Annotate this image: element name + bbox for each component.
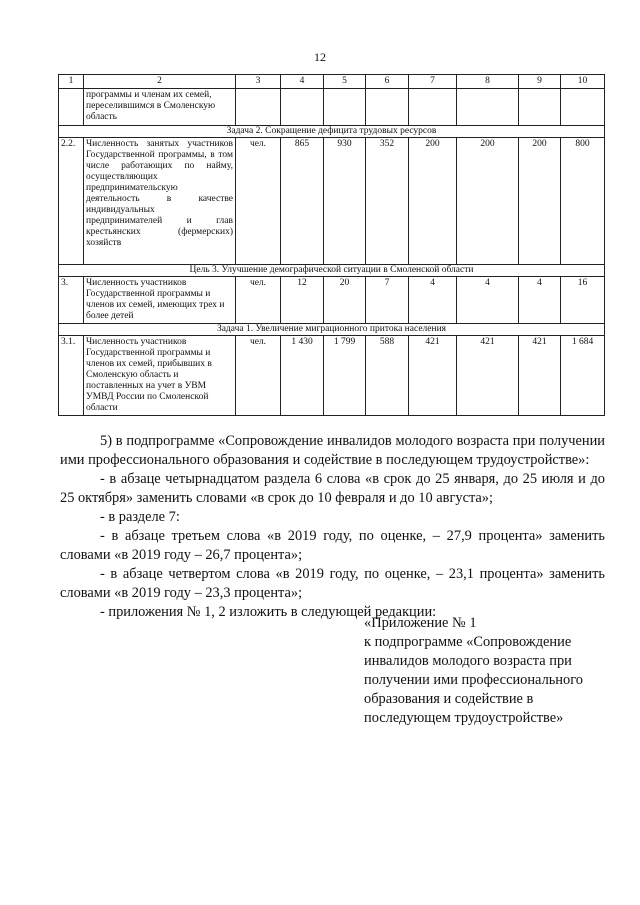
section-row	[59, 265, 605, 277]
paragraph-section-6: - в абзаце четырнадцатом раздела 6 слова «в срок до 25 января, до 25 июля и до 25 октября» заменить словами «в срок до 10 февраля и до 10 августа»;	[60, 471, 605, 506]
value-cell: 12	[281, 277, 324, 324]
row-number: 3.	[59, 277, 84, 324]
indicator-name: Численность участников Государственной программы и членов их семей, имеющих трех и более детей	[84, 277, 236, 324]
value-cell: 4	[457, 277, 519, 324]
paragraph-abzac-3: - в абзаце третьем слова «в 2019 году, по оценке, – 27,9 процента» заменить словами «в 2019 году – 26,7 процента»;	[60, 528, 605, 563]
value-cell: 200	[409, 138, 457, 265]
value-cell: 588	[366, 336, 409, 416]
header-cell: 6	[366, 75, 409, 89]
section-row	[59, 324, 605, 336]
value-cell: 800	[561, 138, 605, 265]
header-cell: 9	[519, 75, 561, 89]
value-cell: 7	[366, 277, 409, 324]
table-row	[59, 138, 605, 265]
header-cell: 3	[236, 75, 281, 89]
appendix-subtitle: к подпрограмме «Сопровождение инвалидов молодого возраста при получении ими профессионального образования и содействие в последующем трудоустройстве»	[364, 634, 583, 726]
section-row	[59, 126, 605, 138]
paragraph-appendices: - приложения № 1, 2 изложить в следующей редакции:	[100, 604, 437, 620]
value-cell: 16	[561, 277, 605, 324]
value-cell: 1 799	[324, 336, 366, 416]
header-cell: 5	[324, 75, 366, 89]
page-number: 12	[314, 50, 326, 64]
header-cell: 4	[281, 75, 324, 89]
header-cell: 10	[561, 75, 605, 89]
paragraph-subprogram: 5) в подпрограмме «Сопровождение инвалидов молодого возраста при получении ими профессионального образования и содействие в последующем трудоустройстве»:	[60, 433, 605, 468]
unit-cell: чел.	[236, 138, 281, 265]
indicator-name: программы и членам их семей, переселившимся в Смоленскую область	[84, 89, 236, 126]
header-cell: 1	[59, 75, 84, 89]
unit-cell: чел.	[236, 336, 281, 416]
paragraph-section-7: - в разделе 7:	[100, 509, 180, 525]
value-cell: 20	[324, 277, 366, 324]
value-cell: 865	[281, 138, 324, 265]
row-number: 2.2.	[59, 138, 84, 265]
header-cell: 8	[457, 75, 519, 89]
unit-cell: чел.	[236, 277, 281, 324]
table-header-row	[59, 75, 605, 89]
value-cell: 200	[519, 138, 561, 265]
value-cell: 4	[519, 277, 561, 324]
task-title: Задача 2. Сокращение дефицита трудовых ресурсов	[59, 126, 605, 138]
table-row	[59, 277, 605, 324]
table-row	[59, 336, 605, 416]
body-text	[60, 432, 605, 622]
value-cell: 421	[519, 336, 561, 416]
value-cell: 1 430	[281, 336, 324, 416]
value-cell: 421	[457, 336, 519, 416]
value-cell: 421	[409, 336, 457, 416]
indicator-name: Численность участников Государственной программы и членов их семей, прибывших в Смоленскую область и поставленных на учет в УВМ УМВД России по Смоленской области	[84, 336, 236, 416]
paragraph-abzac-4: - в абзаце четвертом слова «в 2019 году, по оценке, – 23,1 процента» заменить словами «в 2019 году – 23,3 процента»;	[60, 566, 605, 601]
header-cell: 2	[84, 75, 236, 89]
appendix-title: «Приложение № 1	[364, 615, 477, 631]
table-row	[59, 89, 605, 126]
row-number: 3.1.	[59, 336, 84, 416]
indicators-table	[58, 74, 605, 416]
goal-title: Цель 3. Улучшение демографической ситуации в Смоленской области	[59, 265, 605, 277]
value-cell: 930	[324, 138, 366, 265]
header-cell: 7	[409, 75, 457, 89]
indicator-name: Численность занятых участников Государственной программы, в том числе работающих по найму, осуществляющих предпринимательскую деятельность в качестве индивидуальных предпринимателей и глав крестьянских (фермерских) хозяйств	[84, 138, 236, 265]
value-cell: 1 684	[561, 336, 605, 416]
value-cell: 352	[366, 138, 409, 265]
appendix-heading	[364, 614, 614, 728]
task-title: Задача 1. Увеличение миграционного притока населения	[59, 324, 605, 336]
value-cell: 200	[457, 138, 519, 265]
value-cell: 4	[409, 277, 457, 324]
